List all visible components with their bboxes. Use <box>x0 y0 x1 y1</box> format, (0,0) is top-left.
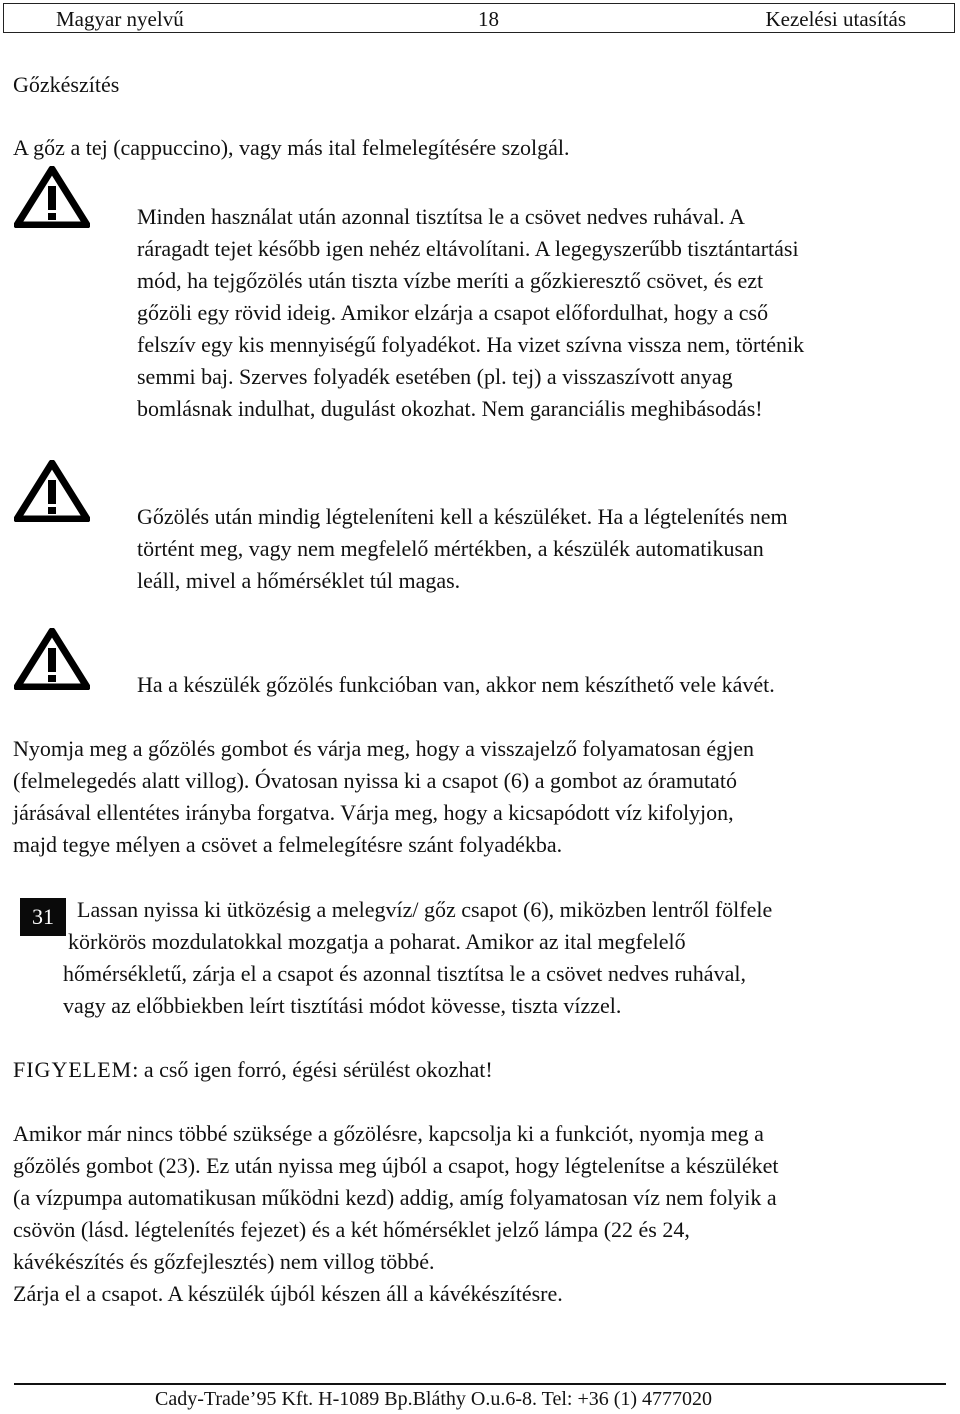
paragraph-line: (felmelegedés alatt villog). Óvatosan nyissa ki a csapot (6) a gombot az óramutató <box>13 768 737 793</box>
attention-text: : a cső igen forró, égési sérülést okozhat! <box>132 1057 493 1082</box>
warning-1-line: bomlásnak indulhat, dugulást okozhat. Nem garanciális meghibásodás! <box>137 396 763 421</box>
paragraph-line: gőzölés gombot (23). Ez után nyissa meg újból a csapot, hogy légtelenítse a készüléket <box>13 1153 779 1178</box>
warning-1-line: ráragadt tejet később igen nehéz eltávolítani. A legegyszerűbb tisztántartási <box>137 236 799 261</box>
paragraph-line: Nyomja meg a gőzölés gombot és várja meg, hogy a visszajelző folyamatosan égjen <box>13 736 755 761</box>
warning-1-line: mód, ha tejgőzölés után tiszta vízbe meríti a gőzkieresztő csövet, és ezt <box>137 268 764 293</box>
warning-2-line: Gőzölés után mindig légteleníteni kell a készüléket. Ha a légtelenítés nem <box>137 504 788 529</box>
intro-text: A gőz a tej (cappuccino), vagy más ital felmelegítésére szolgál. <box>13 135 570 160</box>
warning-2-line: leáll, mivel a hőmérséklet túl magas. <box>137 568 461 593</box>
paragraph-line: járásával ellentétes irányba forgatva. Várja meg, hogy a kicsapódott víz kifolyjon, <box>13 800 734 825</box>
paragraph-line: Zárja el a csapot. A készülék újból készen áll a kávékészítésre. <box>13 1281 563 1306</box>
warning-1-line: felszív egy kis mennyiségű folyadékot. Ha vizet szívna vissza nem, történik <box>137 332 805 357</box>
attention-label: FIGYELEM <box>13 1057 133 1082</box>
warning-3-text: Ha a készülék gőzölés funkcióban van, akkor nem készíthető vele kávét. <box>137 672 775 697</box>
warning-1-line: gőzöli egy rövid ideig. Amikor elzárja a csapot előfordulhat, hogy a cső <box>137 300 769 325</box>
warning-triangle-icon <box>14 460 90 522</box>
warning-triangle-icon <box>14 166 90 228</box>
paragraph-line: Amikor már nincs többé szüksége a gőzölésre, kapcsolja ki a funkciót, nyomja meg a <box>13 1121 764 1146</box>
page-footer: Cady-Trade’95 Kft. H-1089 Bp.Bláthy O.u.6-8. Tel: +36 (1) 4777020 <box>155 1388 713 1410</box>
warning-2-line: történt meg, vagy nem megfelelő mértékben, a készülék automatikusan <box>137 536 764 561</box>
paragraph-line: (a vízpumpa automatikusan működni kezd) addig, amíg folyamatosan víz nem folyik a <box>13 1185 777 1210</box>
paragraph-line: majd tegye mélyen a csövet a felmelegítésre szánt folyadékba. <box>13 832 563 857</box>
step-line: körkörös mozdulatokkal mozgatja a poharat. Amikor az ital megfelelő <box>68 929 686 954</box>
header-page-number: 18 <box>478 7 499 31</box>
step-line: hőmérsékletű, zárja el a csapot és azonnal tisztítsa le a csövet nedves ruhával, <box>63 961 746 986</box>
step-number-badge: 31 <box>20 898 66 936</box>
step-line: vagy az előbbiekben leírt tisztítási módot kövesse, tiszta vízzel. <box>63 993 622 1018</box>
warning-1-line: semmi baj. Szerves folyadék esetében (pl. tej) a visszaszívott anyag <box>137 364 733 389</box>
header-document-title: Kezelési utasítás <box>765 7 906 31</box>
paragraph-line: csövön (lásd. légtelenítés fejezet) és a két hőmérséklet jelző lámpa (22 és 24, <box>13 1217 690 1242</box>
step-line: Lassan nyissa ki ütközésig a melegvíz/ gőz csapot (6), miközben lentről fölfele <box>77 897 773 922</box>
header-language: Magyar nyelvű <box>56 7 184 31</box>
section-title: Gőzkészítés <box>13 72 120 97</box>
paragraph-line: kávékészítés és gőzfejlesztés) nem villog többé. <box>13 1249 435 1274</box>
warning-triangle-icon <box>14 628 90 690</box>
warning-1-line: Minden használat után azonnal tisztítsa le a csövet nedves ruhával. A <box>137 204 745 229</box>
footer-divider <box>14 1383 946 1385</box>
attention-note <box>13 1054 493 1086</box>
page-header <box>3 3 955 33</box>
